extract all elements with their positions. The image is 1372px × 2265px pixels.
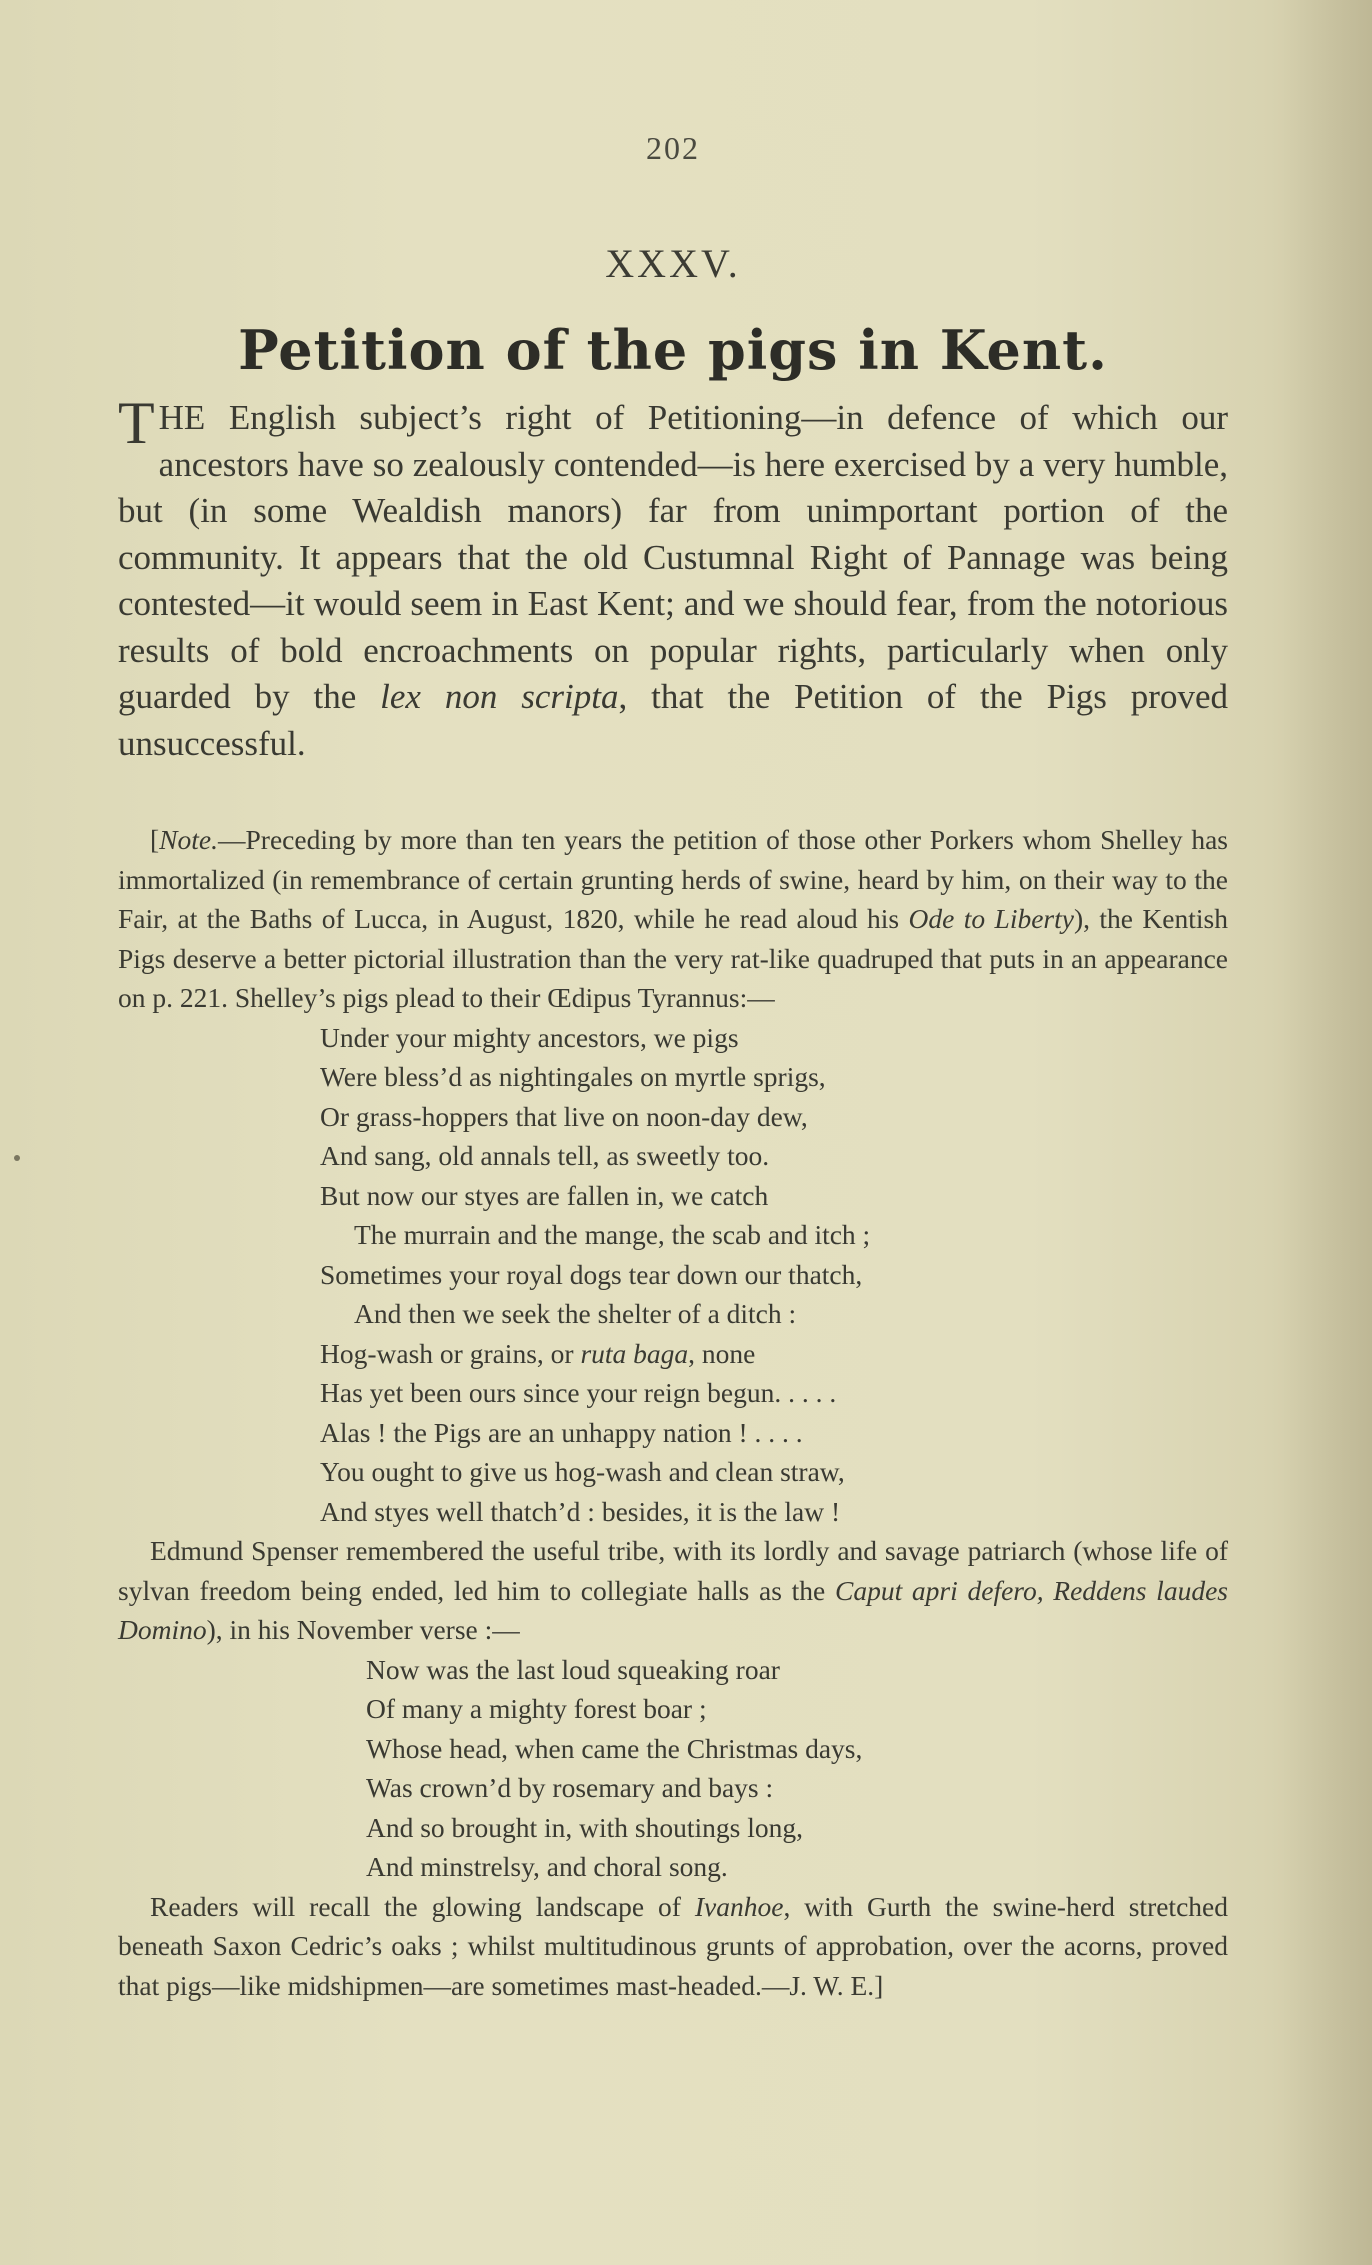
verse-line: The murrain and the mange, the scab and itch ;: [354, 1219, 871, 1250]
note-p1-italic: Ode to Liberty: [908, 903, 1074, 934]
intro-text-end: , that the Petition of the Pigs proved unsuccessful.: [118, 677, 1228, 763]
editor-note: [118, 820, 1228, 2005]
verse-line: And styes well thatch’d : besides, it is the law !: [320, 1495, 841, 1527]
drop-cap: T: [118, 390, 155, 456]
intro-italic: lex non scripta: [380, 677, 619, 716]
note-paragraph-3: [118, 1887, 1228, 2006]
intro-paragraph: [118, 390, 1228, 767]
verse-line: Or grass-hoppers that live on noon-day dew,: [320, 1100, 808, 1132]
verse-line: You ought to give us hog-wash and clean straw,: [320, 1456, 845, 1487]
note-p3-italic: Ivanhoe: [694, 1890, 784, 1922]
verse-line: But now our styes are fallen in, we catch: [320, 1179, 769, 1211]
note-p2-b: ), in his November verse :—: [206, 1614, 520, 1645]
verse-line: Was crown’d by rosemary and bays :: [366, 1772, 774, 1803]
note-paragraph-1: [118, 820, 1228, 1018]
verse-line-a: Hog-wash or grains, or: [320, 1337, 581, 1369]
note-open-bracket: [: [150, 824, 160, 855]
note-p2-a: Edmund Spenser remembered the useful tribe, with its lordly and savage patriarch (whose life of sylvan freedom being ended, led him to collegiate halls as the: [118, 1535, 1228, 1606]
verse-line: And then we seek the shelter of a ditch :: [354, 1298, 797, 1329]
note-p1-a: —Preceding by more than ten years the petition of those other Porkers whom Shelley has immortalized (in remembrance of certain grunting herds of swine, heard by him, on their way to the Fair, at the Baths of Lucca, in August, 1820, while he read aloud his: [118, 824, 1228, 934]
chapter-number: XXXV.: [605, 241, 741, 286]
verse-line: Were bless’d as nightingales on myrtle sprigs,: [320, 1061, 826, 1092]
verse-line-italic: ruta baga: [580, 1337, 689, 1369]
intro-text-start: HE English subject’s right of Petitioning—in defence of which our ancestors have so zealously contended—is here exercised by a very humble, but (in some Wealdish manors) far from unimportant portion of the community. It appears that the old Custumnal Right of Pannage was being contested—it would seem in East Kent; and we should fear, from the notorious results of bold encroachments on popular rights, particularly when only guarded by the: [118, 398, 1228, 716]
note-p2-italic: Caput apri defero, Reddens laudes Domino: [118, 1574, 1228, 1645]
note-p1-b: ), the Kentish Pigs deserve a better pictorial illustration than the very rat-like quadruped that puts in an appearance on p. 221. Shelley’s pigs plead to their Œdipus Tyrannus:—: [118, 903, 1228, 1013]
verse-line: Sometimes your royal dogs tear down our thatch,: [320, 1258, 863, 1290]
verse-line: And sang, old annals tell, as sweetly too.: [320, 1140, 770, 1171]
verse-line: Whose head, when came the Christmas days,: [366, 1732, 863, 1764]
page-number: 202: [646, 130, 700, 166]
paper-speck: [14, 1155, 20, 1161]
spenser-verse: [118, 1650, 1228, 1887]
verse-line: Of many a mighty forest boar ;: [366, 1693, 707, 1724]
verse-line: And minstrelsy, and choral song.: [366, 1851, 728, 1882]
note-p3-a: Readers will recall the glowing landscape of: [150, 1890, 695, 1922]
shelley-verse: [118, 1018, 1228, 1532]
note-label: Note.: [159, 824, 218, 855]
chapter-title: Petition of the pigs in Kent.: [238, 318, 1108, 382]
note-p3-b: , with Gurth the swine-herd stretched beneath Saxon Cedric’s oaks ; whilst multitudinous grunts of approbation, over the acorns, proved that pigs—like midshipmen—are sometimes mast-headed.—J. W. E.]: [118, 1890, 1228, 2001]
note-paragraph-2: [118, 1531, 1228, 1650]
verse-line: Under your mighty ancestors, we pigs: [320, 1021, 739, 1053]
verse-line: And so brought in, with shoutings long,: [366, 1811, 803, 1843]
verse-line: [320, 1334, 1228, 1374]
page-edge-shadow: [1282, 0, 1372, 2265]
verse-line: Now was the last loud squeaking roar: [366, 1653, 780, 1685]
verse-line: Alas ! the Pigs are an unhappy nation ! . . . .: [320, 1416, 803, 1448]
verse-line: Has yet been ours since your reign begun. . . . .: [320, 1377, 837, 1408]
verse-line-b: , none: [688, 1337, 756, 1369]
